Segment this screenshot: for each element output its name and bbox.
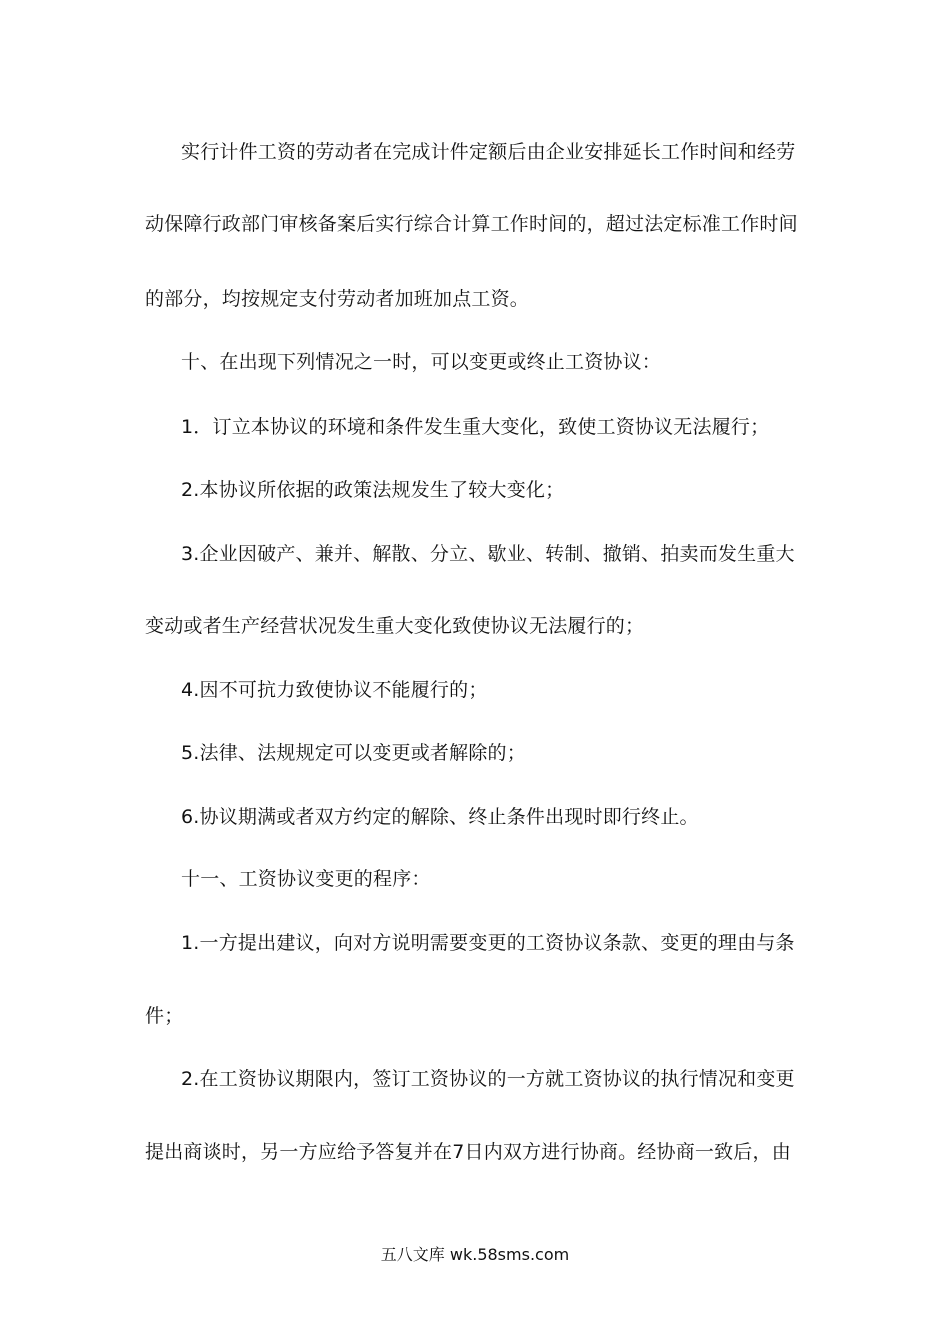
paragraph-line-2: 动保障行政部门审核备案后实行综合计算工作时间的，超过法定标准工作时间 <box>145 213 798 235</box>
list-item-2: 2.本协议所依据的政策法规发生了较大变化； <box>181 479 565 501</box>
procedure-item-2: 2.在工资协议期限内，签订工资协议的一方就工资协议的执行情况和变更 <box>181 1068 795 1090</box>
procedure-item-1-continued: 件； <box>145 1005 184 1027</box>
list-item-3: 3.企业因破产、兼并、解散、分立、歇业、转制、撤销、拍卖而发生重大 <box>181 543 795 565</box>
footer-watermark: 五八文库 wk.58sms.com <box>380 1245 570 1264</box>
paragraph-line-3: 的部分，均按规定支付劳动者加班加点工资。 <box>145 288 530 310</box>
list-item-4: 4.因不可抗力致使协议不能履行的； <box>181 679 488 701</box>
list-item-3-continued: 变动或者生产经营状况发生重大变化致使协议无法履行的； <box>145 615 645 637</box>
section-heading-11: 十一、工资协议变更的程序： <box>181 868 431 890</box>
paragraph-line-1: 实行计件工资的劳动者在完成计件定额后由企业安排延长工作时间和经劳 <box>181 141 796 163</box>
procedure-item-1: 1.一方提出建议，向对方说明需要变更的工资协议条款、变更的理由与条 <box>181 932 795 954</box>
list-item-1: 1．订立本协议的环境和条件发生重大变化，致使工资协议无法履行； <box>181 416 770 438</box>
list-item-5: 5.法律、法规规定可以变更或者解除的； <box>181 742 526 764</box>
list-item-6: 6.协议期满或者双方约定的解除、终止条件出现时即行终止。 <box>181 806 699 828</box>
section-heading-10: 十、在出现下列情况之一时，可以变更或终止工资协议： <box>181 351 662 373</box>
procedure-item-2-continued: 提出商谈时，另一方应给予答复并在7日内双方进行协商。经协商一致后，由 <box>145 1141 791 1163</box>
